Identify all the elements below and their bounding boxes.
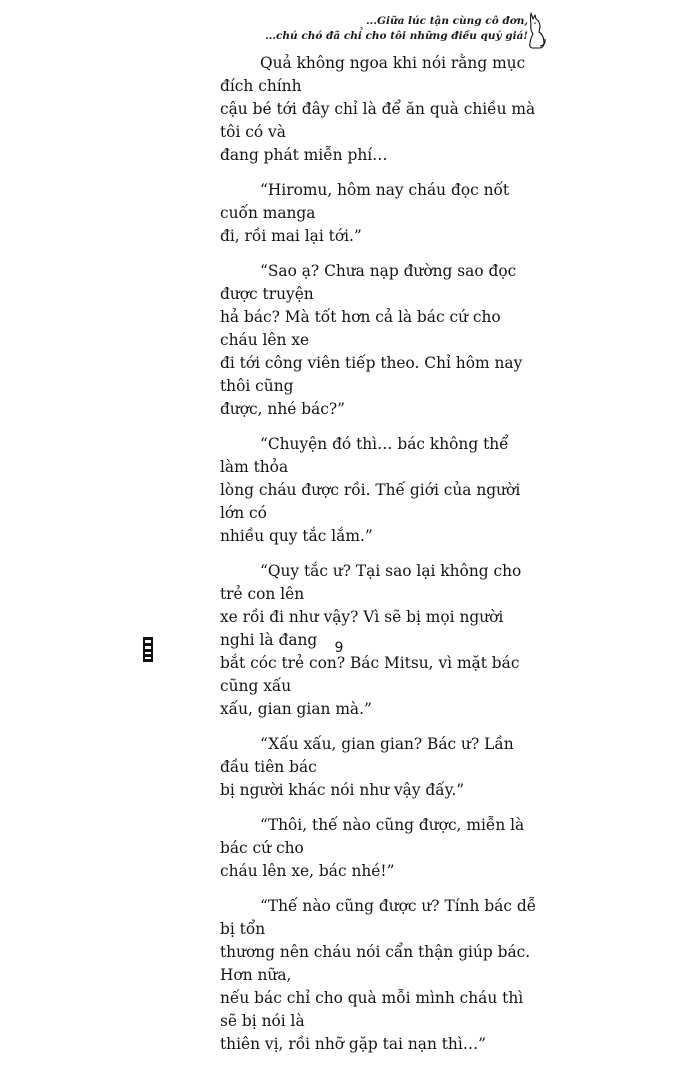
paragraph: “Thế nào cũng được ư? Tính bác dễ bị tổn thương nên cháu nói cẩn thận giúp bác. Hơn nữa, nếu bác chỉ cho quà mỗi mình cháu thì sẽ bị nói là thiên vị, rồi nhỡ gặp tai nạn thì…” [220,897,537,1053]
cat-silhouette-icon [526,10,548,50]
paragraph: Quả không ngoa khi nói rằng mục đích chính cậu bé tới đây chỉ là để ăn quà chiều mà tôi có và đang phát miễn phí… [220,54,536,164]
paragraph: “Thôi, thế nào cũng được, miễn là bác cứ cho cháu lên xe, bác nhé!” [220,816,525,880]
paragraph: “Hiromu, hôm nay cháu đọc nốt cuốn manga đi, rồi mai lại tới.” [220,181,510,245]
running-header-line-2: ...chú chó đã chỉ cho tôi những điều quý giá! [265,30,528,42]
paragraph: “Quy tắc ư? Tại sao lại không cho trẻ con lên xe rồi đi như vậy? Vì sẽ bị mọi người nghi là đang bắt cóc trẻ con? Bác Mitsu, vì mặt bác cũng xấu xấu, gian gian mà.” [220,562,522,718]
paragraph: “Chuyện đó thì… bác không thể làm thỏa lòng cháu được rồi. Thế giới của người lớn có nhiều quy tắc lắm.” [220,435,521,545]
page-body [220,52,540,1068]
paragraph: “Sao ạ? Chưa nạp đường sao đọc được truyện hả bác? Mà tốt hơn cả là bác cứ cho cháu lên xe đi tới công viên tiếp theo. Chỉ hôm nay thôi cũng được, nhé bác?” [220,262,523,418]
page-number: 9 [334,640,344,656]
running-header [265,14,528,44]
running-header-line-1: ...Giữa lúc tận cùng cô đơn, [366,15,528,27]
paragraph: “Xấu xấu, gian gian? Bác ư? Lần đầu tiên bác bị người khác nói như vậy đấy.” [220,735,514,799]
